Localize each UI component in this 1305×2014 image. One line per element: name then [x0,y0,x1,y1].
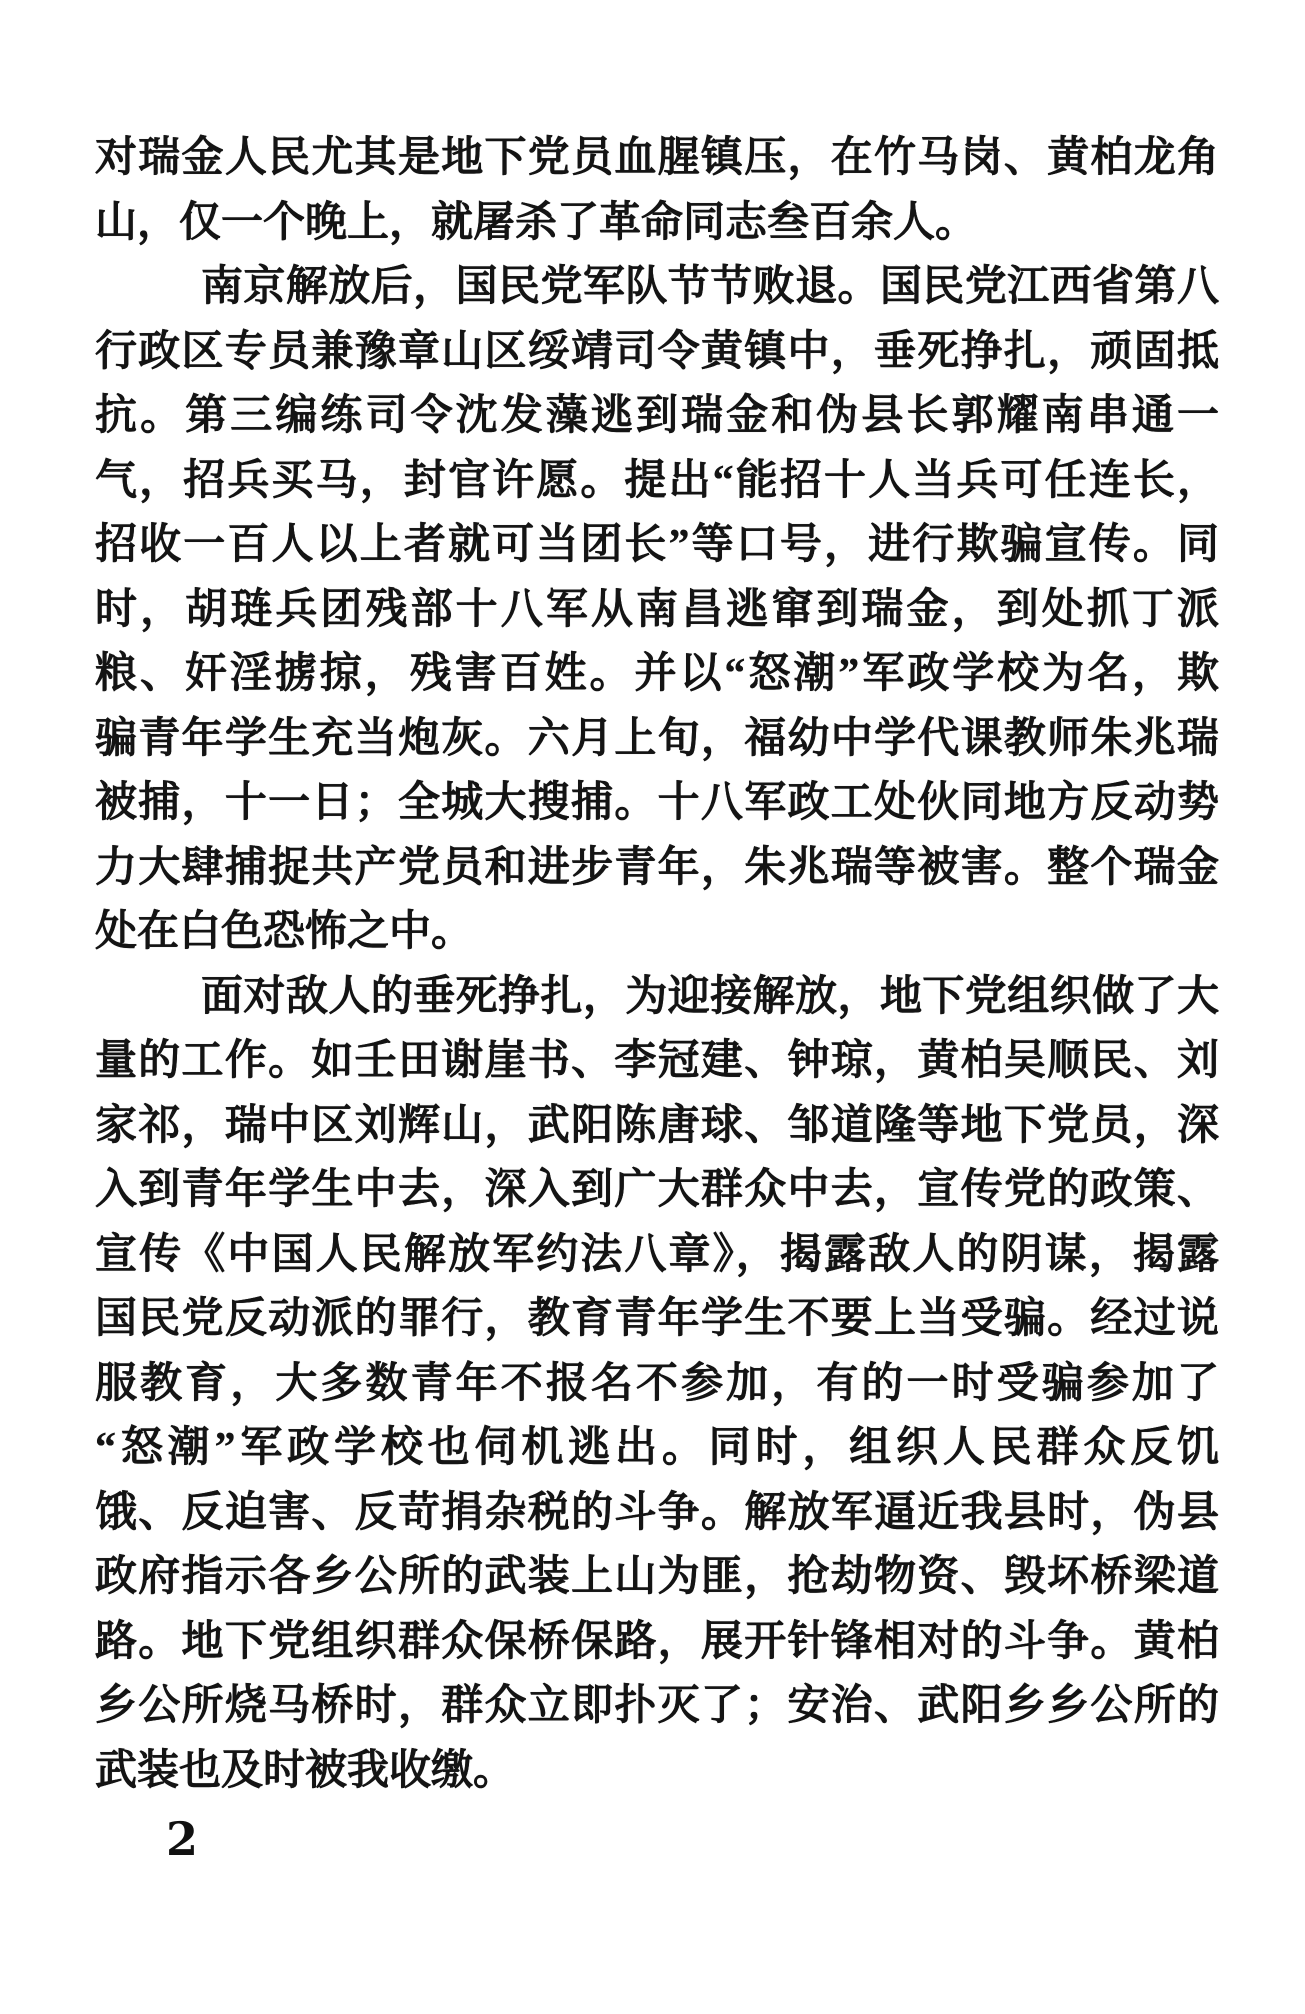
text-line: 抗。第三编练司令沈发藻逃到瑞金和伪县长郭耀南串通一 [95,393,1219,439]
text-line: 处在白色恐怖之中。 [95,909,474,955]
text-line: 乡公所烧马桥时，群众立即扑灭了；安治、武阳乡乡公所的 [95,1683,1219,1729]
paragraph [95,126,1219,255]
text-line: 饿、反迫害、反苛捐杂税的斗争。解放军逼近我县时，伪县 [95,1489,1219,1536]
text-line: 气，招兵买马，封官许愿。提出“能招十人当兵可任连长， [95,457,1219,504]
text-line: 国民党反动派的罪行，教育青年学生不要上当受骗。经过说 [95,1296,1219,1342]
text-line: 行政区专员兼豫章山区绥靖司令黄镇中，垂死挣扎，顽固抵 [95,328,1219,375]
text-line: 路。地下党组织群众保桥保路，展开针锋相对的斗争。黄柏 [95,1618,1219,1665]
text-line: “怒潮”军政学校也伺机逃出。同时，组织人民群众反饥 [95,1425,1219,1471]
text-line: 骗青年学生充当炮灰。六月上旬，福幼中学代课教师朱兆瑞 [95,715,1219,762]
text-line: 招收一百人以上者就可当团长”等口号，进行欺骗宣传。同 [95,522,1219,568]
text-line: 被捕，十一日；全城大搜捕。十八军政工处伙同地方反动势 [95,780,1219,826]
text-line: 服教育，大多数青年不报名不参加，有的一时受骗参加了 [95,1360,1219,1407]
text-line: 南京解放后，国民党军队节节败退。国民党江西省第八 [201,264,1219,310]
text-line: 入到青年学生中去，深入到广大群众中去，宣传党的政策、 [95,1167,1219,1213]
paragraph [95,255,1219,965]
text-line: 山，仅一个晚上，就屠杀了革命同志叁百余人。 [95,199,978,246]
text-line: 量的工作。如壬田谢崖书、李冠建、钟琼，黄柏吴顺民、刘 [95,1038,1219,1084]
text-line: 家祁，瑞中区刘辉山，武阳陈唐球、邹道隆等地下党员，深 [95,1102,1219,1149]
page-number: 2 [166,1812,199,1866]
text-line: 对瑞金人民尤其是地下党员血腥镇压，在竹马岗、黄柏龙角 [95,135,1219,181]
text-line: 武装也及时被我收缴。 [95,1747,516,1794]
text-line: 时，胡琏兵团残部十八军从南昌逃窜到瑞金，到处抓丁派 [95,586,1219,633]
text-line: 政府指示各乡公所的武装上山为匪，抢劫物资、毁坏桥梁道 [95,1554,1219,1600]
text-line: 宣传《中国人民解放军约法八章》，揭露敌人的阴谋，揭露 [95,1231,1219,1278]
text-line: 力大肆捕捉共产党员和进步青年，朱兆瑞等被害。整个瑞金 [95,844,1219,891]
paragraph [95,965,1219,1804]
text-line: 粮、奸淫掳掠，残害百姓。并以“怒潮”军政学校为名，欺 [95,651,1219,697]
text-line: 面对敌人的垂死挣扎，为迎接解放，地下党组织做了大 [201,973,1219,1020]
text-block [95,126,1219,1803]
